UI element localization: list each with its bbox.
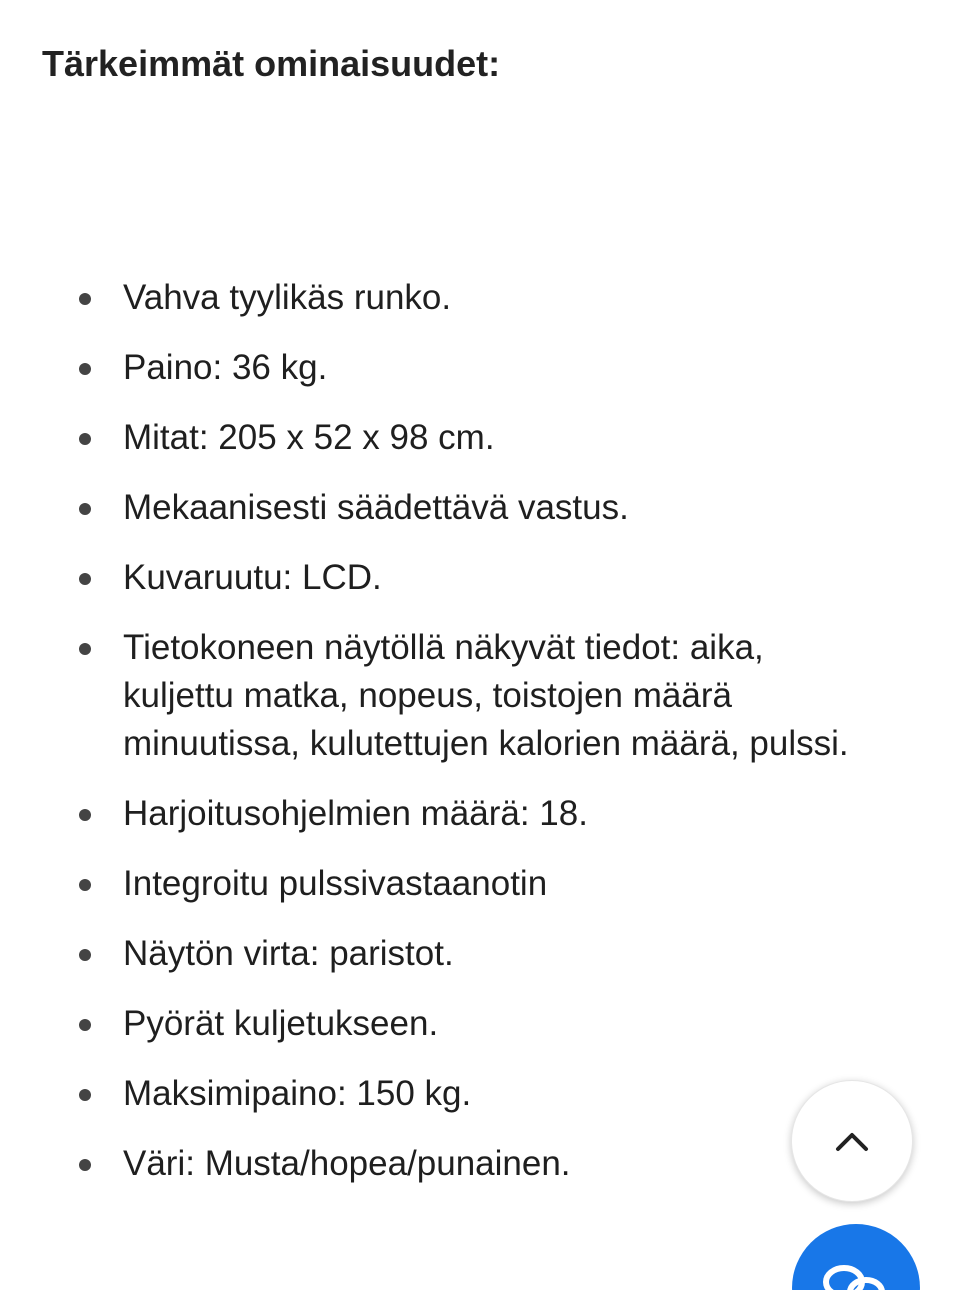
bullet-icon — [79, 643, 91, 655]
bullet-icon — [79, 1089, 91, 1101]
feature-text: Maksimipaino: 150 kg. — [123, 1074, 472, 1113]
chat-button[interactable] — [792, 1224, 920, 1290]
feature-text: Harjoitusohjelmien määrä: 18. — [123, 794, 588, 833]
chevron-up-icon — [834, 1129, 870, 1153]
feature-text: Vahva tyylikäs runko. — [123, 278, 452, 317]
feature-list — [0, 274, 960, 1210]
feature-text: Kuvaruutu: LCD. — [123, 558, 382, 597]
list-item — [0, 274, 960, 322]
list-item — [0, 860, 960, 908]
list-item — [0, 790, 960, 838]
list-item — [0, 484, 960, 532]
feature-text: Mitat: 205 x 52 x 98 cm. — [123, 418, 495, 457]
section-heading: Tärkeimmät ominaisuudet: — [42, 43, 501, 84]
feature-text: Integroitu pulssivastaanotin — [123, 864, 548, 903]
bullet-icon — [79, 809, 91, 821]
feature-text: Paino: 36 kg. — [123, 348, 328, 387]
list-item — [0, 1000, 960, 1048]
feature-text: Tietokoneen näytöllä näkyvät tiedot: aika, kuljettu matka, nopeus, toistojen määrä minuutissa, kulutettujen kalorien määrä, pulssi. — [123, 628, 849, 763]
chat-bubbles-icon — [820, 1260, 892, 1290]
bullet-icon — [79, 1019, 91, 1031]
bullet-icon — [79, 293, 91, 305]
bullet-icon — [79, 503, 91, 515]
feature-text: Väri: Musta/hopea/punainen. — [123, 1144, 571, 1183]
list-item — [0, 930, 960, 978]
feature-text: Pyörät kuljetukseen. — [123, 1004, 439, 1043]
bullet-icon — [79, 363, 91, 375]
list-item — [0, 624, 960, 768]
scroll-to-top-button[interactable] — [791, 1080, 913, 1202]
bullet-icon — [79, 879, 91, 891]
list-item — [0, 414, 960, 462]
bullet-icon — [79, 433, 91, 445]
bullet-icon — [79, 1159, 91, 1171]
list-item — [0, 344, 960, 392]
bullet-icon — [79, 949, 91, 961]
bullet-icon — [79, 573, 91, 585]
feature-text: Mekaanisesti säädettävä vastus. — [123, 488, 629, 527]
feature-text: Näytön virta: paristot. — [123, 934, 454, 973]
list-item — [0, 554, 960, 602]
